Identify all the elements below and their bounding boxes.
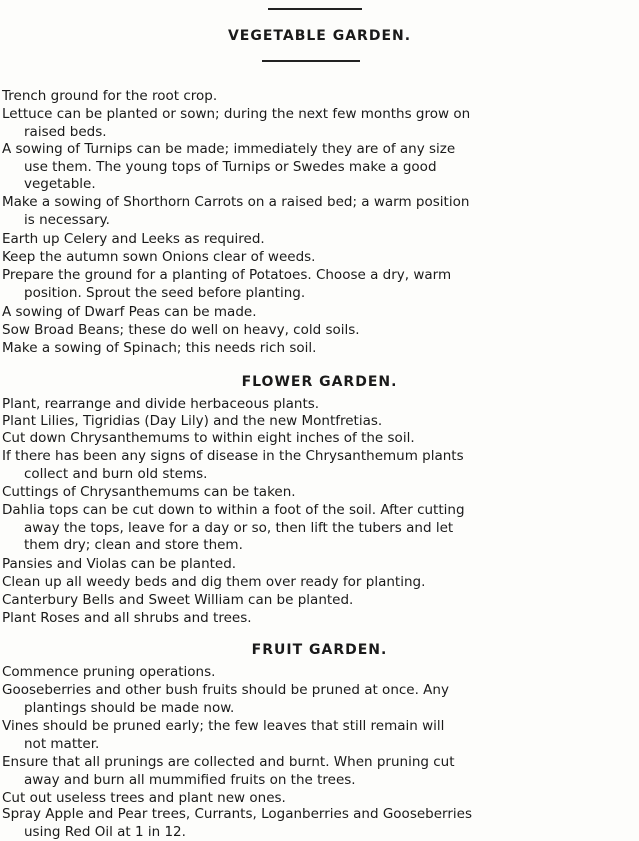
vegetable-item: A sowing of Dwarf Peas can be made. <box>2 304 257 320</box>
flower-item: Canterbury Bells and Sweet William can be planted. <box>2 592 354 608</box>
fruit-item: Spray Apple and Pear trees, Currants, Loganberries and Gooseberries using Red Oil at 1 in 12. <box>2 806 472 840</box>
fruit-garden-heading: FRUIT GARDEN. <box>251 642 388 658</box>
heading-underline <box>262 60 360 62</box>
flower-garden-heading: FLOWER GARDEN. <box>241 374 398 390</box>
top-rule <box>268 8 362 10</box>
flower-item: Plant, rearrange and divide herbaceous plants. <box>2 396 320 412</box>
fruit-item: Vines should be pruned early; the few leaves that still remain will not matter. <box>2 718 445 752</box>
fruit-item: Gooseberries and other bush fruits should be pruned at once. Any plantings should be made now. <box>2 682 449 716</box>
flower-item: If there has been any signs of disease in the Chrysanthemum plants collect and burn old stems. <box>2 448 464 482</box>
flower-item: Plant Lilies, Tigridias (Day Lily) and the new Montfretias. <box>2 413 383 429</box>
vegetable-item: Make a sowing of Spinach; this needs rich soil. <box>2 340 317 356</box>
fruit-item: Ensure that all prunings are collected and burnt. When pruning cut away and burn all mummified fruits on the trees. <box>2 754 455 788</box>
flower-item: Cuttings of Chrysanthemums can be taken. <box>2 484 296 500</box>
vegetable-item: Make a sowing of Shorthorn Carrots on a raised bed; a warm position is necessary. <box>2 194 470 228</box>
fruit-item: Commence pruning operations. <box>2 664 216 680</box>
vegetable-item: Prepare the ground for a planting of Potatoes. Choose a dry, warm position. Sprout the seed before planting. <box>2 267 452 301</box>
vegetable-item: Earth up Celery and Leeks as required. <box>2 231 265 247</box>
vegetable-item: Trench ground for the root crop. <box>2 88 218 104</box>
vegetable-garden-heading: VEGETABLE GARDEN. <box>227 28 412 44</box>
vegetable-item: Sow Broad Beans; these do well on heavy, cold soils. <box>2 322 360 338</box>
flower-item: Clean up all weedy beds and dig them over ready for planting. <box>2 574 426 590</box>
vegetable-item: A sowing of Turnips can be made; immediately they are of any size use them. The young tops of Turnips or Swedes make a good vegetable. <box>2 141 456 192</box>
flower-item: Cut down Chrysanthemums to within eight inches of the soil. <box>2 430 415 446</box>
fruit-item: Cut out useless trees and plant new ones. <box>2 790 286 806</box>
vegetable-item: Keep the autumn sown Onions clear of weeds. <box>2 249 316 265</box>
flower-item: Pansies and Violas can be planted. <box>2 556 237 572</box>
flower-item: Dahlia tops can be cut down to within a foot of the soil. After cutting away the tops, leave for a day or so, then lift the tubers and let them dry; clean and store them. <box>2 502 465 553</box>
vegetable-item: Lettuce can be planted or sown; during the next few months grow on raised beds. <box>2 106 471 140</box>
flower-item: Plant Roses and all shrubs and trees. <box>2 610 252 626</box>
